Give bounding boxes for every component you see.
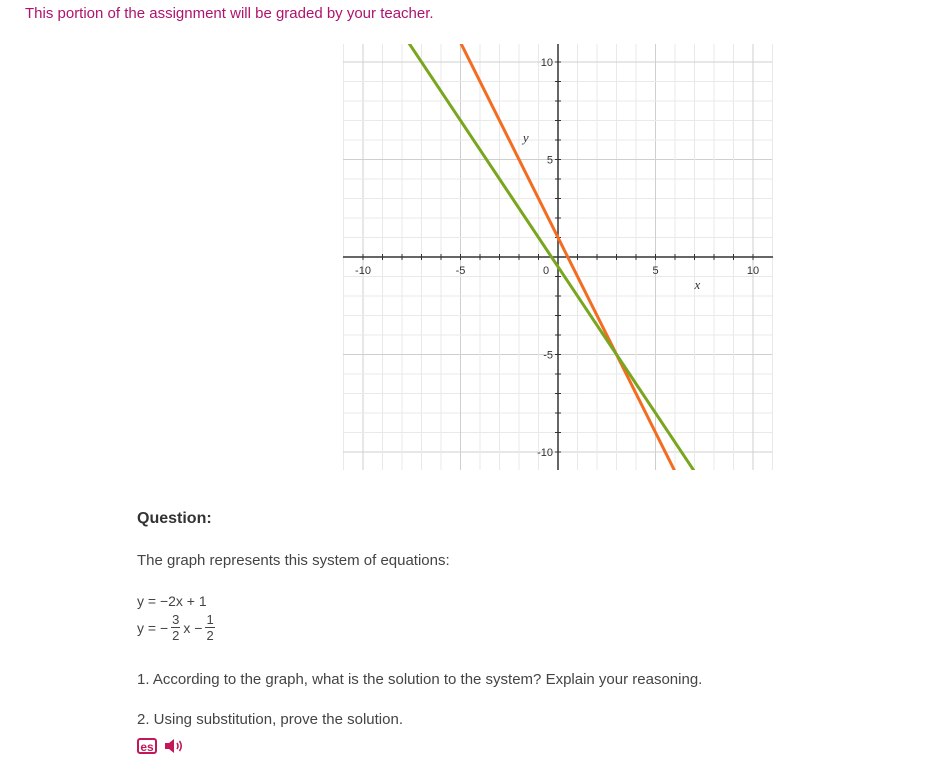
x-tick-label: 10 — [746, 265, 760, 277]
fraction-denominator: 2 — [206, 628, 214, 643]
equation-2 — [137, 612, 215, 643]
grading-notice: This portion of the assignment will be graded by your teacher. — [25, 5, 434, 22]
question-item-2: 2. Using substitution, prove the solution. — [137, 711, 403, 728]
spanish-translate-button[interactable]: es — [137, 738, 157, 754]
question-item-1: 1. According to the graph, what is the solution to the system? Explain your reasoning. — [137, 671, 703, 688]
y-tick-label: -5 — [543, 349, 553, 362]
question-intro: The graph represents this system of equations: — [137, 552, 450, 569]
x-axis-label: x — [694, 277, 701, 292]
speaker-icon[interactable] — [163, 737, 185, 755]
y-axis-label: y — [522, 129, 529, 145]
y-tick-label: -10 — [537, 447, 553, 459]
accessibility-tools — [137, 737, 185, 755]
equation-2-prefix: y = − — [137, 619, 169, 636]
fraction-one-half — [205, 612, 214, 643]
fraction-numerator: 1 — [206, 612, 214, 627]
y-tick-label: 5 — [546, 154, 553, 167]
equation-1: y = −2x + 1 — [137, 593, 207, 609]
equation-2-middle: x − — [183, 619, 203, 636]
fraction-denominator: 2 — [172, 628, 180, 643]
y-tick-label: 10 — [540, 57, 553, 69]
question-heading: Question: — [137, 510, 212, 527]
fraction-numerator: 3 — [172, 612, 180, 627]
x-tick-label: 5 — [652, 265, 659, 277]
x-tick-label: 0 — [542, 265, 550, 277]
system-graph — [343, 44, 773, 470]
x-tick-label: -5 — [455, 265, 466, 277]
x-tick-label: -10 — [355, 265, 371, 277]
fraction-three-halves — [171, 612, 180, 643]
